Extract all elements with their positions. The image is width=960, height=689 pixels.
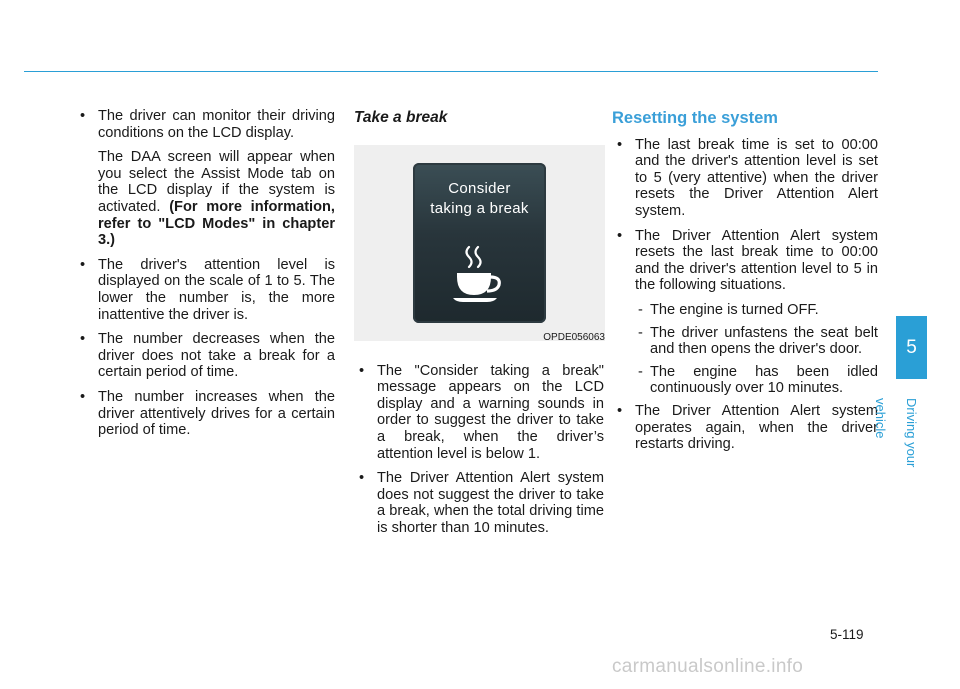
bullet-operates-again: • The Driver Attention Alert system operates again, when the driver restarts driving. — [612, 403, 878, 453]
page-number: 5-119 — [830, 627, 864, 642]
top-rule — [24, 71, 878, 72]
column-left — [75, 108, 335, 447]
bullet-monitor: • The driver can monitor their driving conditions on the LCD display. — [75, 108, 335, 141]
bullet-no-suggestion: • The Driver Attention Alert system does not suggest the driver to take a break, when the total driving time is shorter than 10 minutes. — [354, 470, 604, 536]
figure-lcd — [354, 145, 605, 341]
bullet-number-increases: • The number increases when the driver attentively drives for a certain period of time. — [75, 389, 335, 439]
chapter-tab: 5 — [896, 316, 927, 379]
daa-screen-text: The DAA screen will appear when you select the Assist Mode tab on the LCD display if the system is activated. — [98, 149, 335, 215]
bullet-attention-scale: • The driver's attention level is displayed on the scale of 1 to 5. The lower the number is, the more inattentive the driver is. — [75, 257, 335, 323]
bullet-consider-break-message: • The "Consider taking a break" message appears on the LCD display and a warning sounds in order to suggest the driver to take a break, when the driver’s attention level is below 1. — [354, 363, 604, 463]
bullet-resets-situations: • The Driver Attention Alert system resets the last break time to 00:00 and the driver's attention level to 5 in the following situations. — [612, 228, 878, 294]
watermark: carmanualsonline.info — [612, 656, 804, 677]
lcd-screen — [413, 163, 546, 323]
heading-resetting-system: Resetting the system — [612, 109, 778, 127]
chapter-title: Driving your vehicle — [873, 398, 919, 468]
sub-engine-off: - The engine is turned OFF. — [612, 302, 878, 319]
coffee-cup-icon — [453, 243, 505, 303]
lcd-line-2: taking a break — [430, 199, 529, 217]
figure-code: OPDE056063 — [543, 331, 605, 343]
bullet-number-decreases: • The number decreases when the driver does not take a break for a certain period of time. — [75, 331, 335, 381]
lcd-line-1: Consider — [448, 179, 511, 197]
sub-engine-idled: - The engine has been idled continuously over 10 minutes. — [612, 364, 878, 397]
lcd-modes-reference: (For more information, refer to "LCD Modes" in chapter 3.) — [98, 198, 335, 249]
lcd-message — [413, 179, 546, 219]
sub-seat-belt: - The driver unfastens the seat belt and then opens the driver's door. — [612, 325, 878, 358]
column-right — [612, 110, 878, 461]
column-middle — [354, 110, 604, 545]
bullet-last-break-reset: • The last break time is set to 00:00 and the driver's attention level is set to 5 (very attentive) when the driver resets the Driver Attention Alert system. — [612, 137, 878, 220]
heading-take-a-break: Take a break — [354, 109, 448, 126]
paragraph-daa-screen — [75, 149, 335, 249]
